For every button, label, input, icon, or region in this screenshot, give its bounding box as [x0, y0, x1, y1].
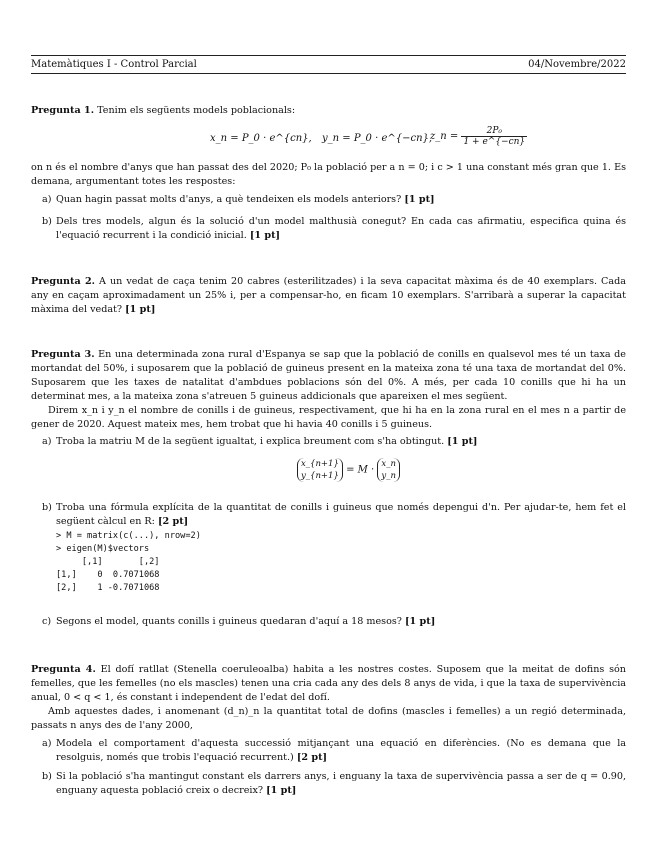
q1-intro-text: Tenim els següents models poblacionals: [97, 105, 296, 116]
q4-item-b-label: b) [42, 771, 52, 782]
q3-vector-left [297, 458, 343, 482]
q3-item-c [31, 615, 626, 629]
q1-item-a-points: [1 pt] [404, 194, 435, 205]
q3-item-b-label: b) [42, 502, 52, 513]
r-code-line-2: > eigen(M)$vectors [56, 544, 150, 554]
q3-text-2: Direm x_n i y_n el nombre de conills i de guineus, respectivament, que hi ha en la zona rural en el mes n a partir de gener de 2020. Aquest mateix mes, hem trobat que hi havia 40 conills i 5 guineus. [31, 405, 626, 430]
header-top-rule [31, 55, 626, 56]
q4-item-b-text: Si la població s'ha mantingut constant els darrers anys, i enguany la taxa de supervivència passa a ser de q = 0.90, enguany aquesta població creix o decreix? [56, 771, 626, 796]
q4-text-1: El dofí ratllat (Stenella coeruleoalba) habita a les nostres costes. Suposem que la meitat de dofins són femelles, que les femelles (no els mascles) tenen una cria cada any des dels 8 anys de vida, i que la taxa de supervivència anual, 0 < q < 1, és constant i independent de l'edat del dofí. [31, 664, 626, 703]
q3-item-c-text: Segons el model, quants conills i guineus quedaran d'aquí a 18 mesos? [56, 616, 402, 627]
r-code-line-1: > M = matrix(c(...), nrow=2) [56, 531, 201, 541]
q4-text-2: Amb aquestes dades, i anomenant (d_n)_n la quantitat total de dofins (mascles i femelles) a un regió determinada, passats n anys des de l'any 2000, [31, 706, 626, 731]
q3-vector-left-bottom: y_{n+1} [301, 471, 339, 481]
q4-item-b [31, 770, 626, 798]
q3-vector-right [377, 458, 400, 482]
q4-item-a [31, 737, 626, 765]
q3-vector-right-top: x_n [381, 459, 396, 469]
q4-item-a-text: Modela el comportament d'aquesta successió mitjançant una equació en diferències. (No es demana que la resolguis, només que trobis l'equació recurrent.) [56, 738, 626, 763]
q4-item-a-label: a) [42, 738, 52, 749]
q1-item-b-label: b) [42, 216, 52, 227]
q2-text: A un vedat de caça tenim 20 cabres (esterilitzades) i la seva capacitat màxima és de 40 exemplars. Cada any en caçam aproximadament un 25% i, per a compensar-ho, en ficam 10 exemplars. S'arribarà a superar la capacitat màxima del vedat? [31, 276, 626, 315]
q3-block [31, 348, 626, 432]
q1-item-a-text: Quan hagin passat molts d'anys, a què tendeixen els models anteriors? [56, 194, 402, 205]
q3-item-a-points: [1 pt] [447, 436, 478, 447]
q3-vector-right-bottom: y_n [381, 471, 396, 481]
header-date: 04/Novembre/2022 [528, 59, 626, 70]
q3-item-b [31, 501, 626, 529]
r-code-line-4: [1,] 0 0.7071068 [56, 570, 160, 580]
q3-item-b-points: [2 pt] [157, 516, 189, 527]
q3-item-c-points: [1 pt] [405, 616, 436, 627]
q1-equation-z-lhs: z_n = [430, 131, 459, 142]
q4-item-b-points: [1 pt] [266, 785, 297, 796]
q1-equation-z-fraction [461, 126, 527, 147]
q1-item-b [31, 215, 626, 243]
q3-item-a-label: a) [42, 436, 52, 447]
q3-label: Pregunta 3. [31, 349, 95, 360]
header-bottom-rule [31, 73, 626, 74]
q3-text-1: En una determinada zona rural d'Espanya se sap que la població de conills en qualsevol mes té un taxa de mortandat del 50%, i suposarem que la població de guineus present en la mateixa zona té una taxa de mortandat del 0%. Suposarem que les taxes de natalitat d'ambdues poblacions són del 0%. A més, per cada 10 conills que hi ha un determinat mes, a la mateixa zona s'atreuen 5 guineus addicionals que apareixen el mes següent. [31, 349, 626, 402]
q3-equals-m: = M · [346, 464, 375, 476]
q1-equation-z-num: 2P₀ [461, 126, 527, 137]
q4-item-a-points: [2 pt] [296, 752, 328, 763]
q1-item-a [31, 193, 626, 207]
q3-vector-left-top: x_{n+1} [301, 459, 339, 469]
q4-label: Pregunta 4. [31, 664, 96, 675]
q3-item-b-text: Troba una fórmula explícita de la quantitat de conills i guineus que només depengui d'n. Per ajudar-te, hem fet el següent càlcul en R: [56, 502, 626, 527]
q1-intro [31, 104, 626, 118]
r-code-line-3: [,1] [,2] [56, 557, 160, 567]
q1-equation-z [430, 126, 527, 147]
header-title: Matemàtiques I - Control Parcial [31, 59, 197, 70]
q2-points: [1 pt] [125, 304, 156, 315]
q1-item-b-text: Dels tres models, algun és la solució d'un model malthusià conegut? En cada cas afirmatiu, especifica quina és l'equació recurrent i la condició inicial. [56, 216, 626, 241]
q1-after-text: on n és el nombre d'anys que han passat des del 2020; P₀ la població per a n = 0; i c > 1 una constant més gran que 1. Es demana, argumentant totes les respostes: [31, 162, 626, 187]
q2-label: Pregunta 2. [31, 276, 95, 287]
q1-item-a-label: a) [42, 194, 52, 205]
q3-matrix-equation [297, 458, 400, 482]
q1-item-b-points: [1 pt] [249, 230, 281, 241]
r-code-line-5: [2,] 1 -0.7071068 [56, 583, 160, 593]
q2-block [31, 275, 626, 317]
q1-equation-y: y_n = P_0 · e^{−cn}, [322, 133, 433, 144]
q3-item-a-text: Troba la matriu M de la següent igualtat, i explica breument com s'ha obtingut. [56, 436, 445, 447]
q3-item-c-label: c) [42, 616, 52, 627]
q1-label: Pregunta 1. [31, 105, 95, 116]
q1-equation-z-den: 1 + e^{−cn} [463, 137, 526, 147]
q1-equation-x: x_n = P_0 · e^{cn}, [210, 133, 312, 144]
q3-item-a [31, 435, 626, 449]
q4-block [31, 663, 626, 733]
